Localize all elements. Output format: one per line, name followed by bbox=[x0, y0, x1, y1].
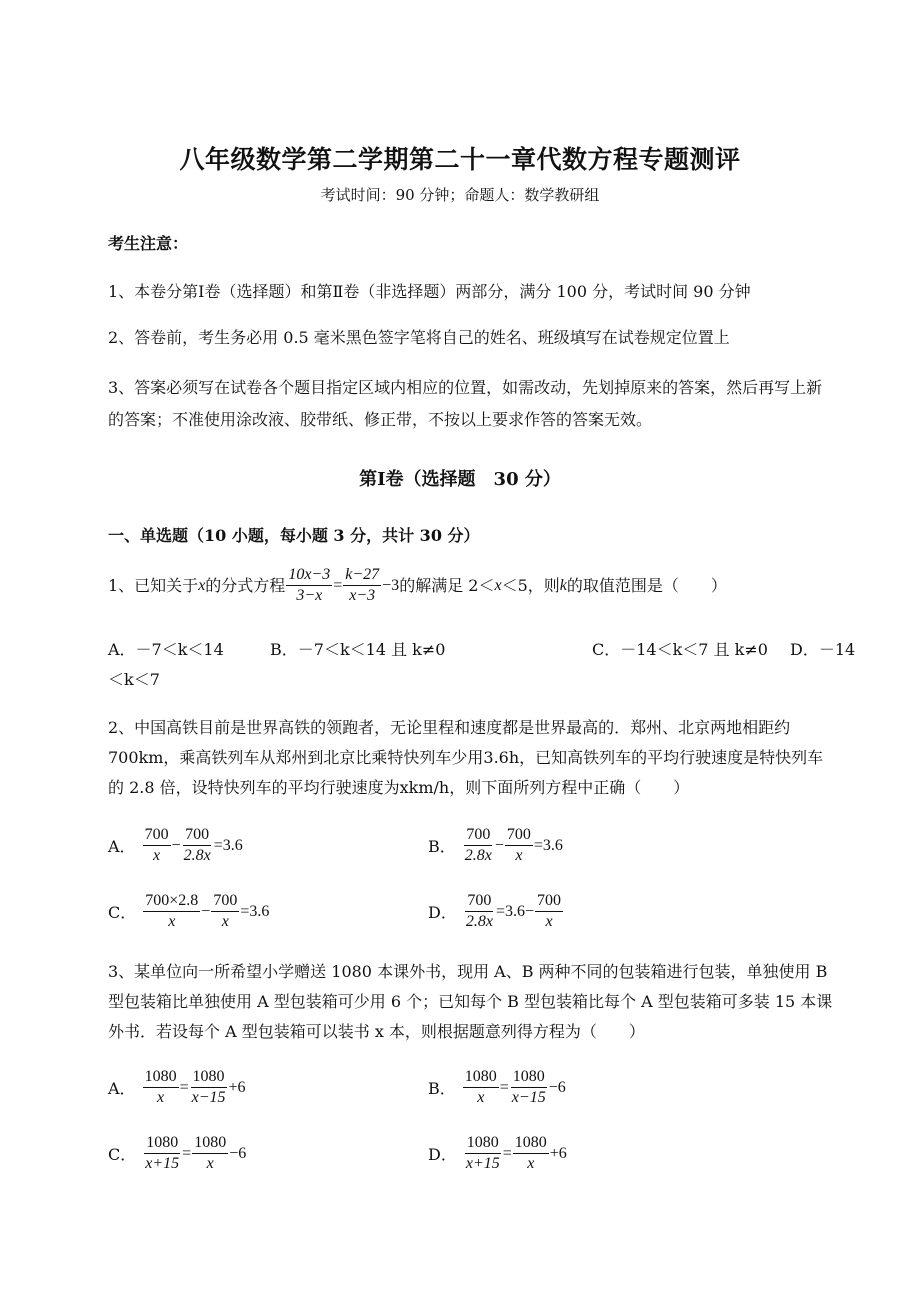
q1-equals: = bbox=[333, 576, 343, 594]
q1-f1-denominator: 3−x bbox=[296, 587, 323, 604]
fraction bbox=[505, 826, 533, 865]
q3-option-a bbox=[108, 1068, 246, 1107]
rhs: =3.6 bbox=[240, 902, 270, 920]
q2-stem-line: 的 2.8 倍，设特快列车的平均行驶速度为xkm/h，则下面所列方程中正确（ ） bbox=[108, 778, 690, 797]
middle: =3.6− bbox=[495, 902, 534, 920]
option-label: D． bbox=[428, 903, 457, 922]
q2-option-d bbox=[428, 892, 564, 931]
q1-fraction-1 bbox=[286, 566, 332, 605]
fraction bbox=[192, 1134, 228, 1173]
q1-prefix: 1、已知关于 bbox=[108, 575, 199, 595]
notice-item: 1、本卷分第Ⅰ卷（选择题）和第Ⅱ卷（非选择题）两部分，满分 100 分，考试时间 90 分钟 bbox=[108, 282, 751, 301]
q3-stem-line: 外书．若设每个 A 型包装箱可以装书 x 本，则根据题意列得方程为（ ） bbox=[108, 1022, 645, 1041]
fraction bbox=[143, 826, 171, 865]
q3-option-b bbox=[428, 1068, 566, 1107]
operator: − bbox=[171, 836, 181, 854]
q2-stem-line: 2、中国高铁目前是世界高铁的领跑者，无论里程和速度都是世界最高的．郑州、北京两地相距约 bbox=[108, 718, 791, 737]
numerator: 700 bbox=[464, 826, 492, 846]
notice-item: 2、答卷前，考生务必用 0.5 毫米黑色签字笔将自己的姓名、班级填写在试卷规定位置上 bbox=[108, 328, 730, 347]
q1-var-k: k bbox=[559, 576, 567, 594]
q2-option-b bbox=[428, 826, 563, 865]
numerator: 1080 bbox=[144, 1134, 180, 1154]
fraction bbox=[190, 1068, 228, 1107]
notice-item: 的答案；不准使用涂改液、胶带纸、修正带，不按以上要求作答的答案无效。 bbox=[108, 410, 653, 429]
option-label: D． bbox=[428, 1145, 457, 1164]
q1-f1-numerator: 10x−3 bbox=[286, 566, 332, 586]
numerator: 700 bbox=[183, 826, 211, 846]
q1-suffix-x: x bbox=[494, 576, 502, 594]
equals: = bbox=[502, 1144, 512, 1162]
denominator: 2.8x bbox=[464, 847, 492, 864]
numerator: 1080 bbox=[463, 1068, 499, 1088]
fraction bbox=[143, 1068, 179, 1107]
fraction bbox=[513, 1134, 549, 1173]
denominator: 2.8x bbox=[465, 913, 493, 930]
notice-item: 3、答案必须写在试卷各个题目指定区域内相应的位置，如需改动，先划掉原来的答案，然后再写上新 bbox=[108, 378, 823, 397]
fraction bbox=[182, 826, 213, 865]
q1-suffix-1: 的解满足 2＜ bbox=[399, 575, 495, 595]
numerator: 700 bbox=[211, 892, 239, 912]
option-label: A． bbox=[108, 837, 136, 856]
fraction bbox=[463, 1068, 499, 1107]
q2-stem-line: 700km，乘高铁列车从郑州到北京比乘特快列车少用3.6h，已知高铁列车的平均行驶速度是特快列车 bbox=[108, 748, 824, 767]
numerator: 700×2.8 bbox=[143, 892, 200, 912]
equals: = bbox=[499, 1078, 509, 1096]
denominator: 2.8x bbox=[183, 847, 211, 864]
q1-f2-numerator: k−27 bbox=[343, 566, 381, 586]
q1-mid: 的分式方程 bbox=[205, 575, 286, 595]
rhs: =3.6 bbox=[533, 836, 563, 854]
fraction bbox=[143, 892, 200, 931]
denominator: x bbox=[221, 913, 229, 930]
option-label: A． bbox=[108, 1079, 136, 1098]
q2-option-c bbox=[108, 892, 269, 931]
q3-option-c bbox=[108, 1134, 246, 1173]
denominator: x bbox=[545, 913, 553, 930]
numerator: 700 bbox=[143, 826, 171, 846]
q3-option-d bbox=[428, 1134, 567, 1173]
q1-minus-3: −3 bbox=[382, 576, 400, 594]
equals: = bbox=[179, 1078, 189, 1096]
q1-fraction-2 bbox=[343, 566, 381, 605]
q1-suffix-2: ＜5，则 bbox=[501, 575, 560, 595]
tail: −6 bbox=[229, 1144, 247, 1162]
denominator: x bbox=[206, 1155, 214, 1172]
q1-suffix-3: 的取值范围是（ ） bbox=[566, 575, 727, 595]
section-title: 第Ⅰ卷（选择题 30 分） bbox=[359, 469, 561, 490]
fraction bbox=[211, 892, 239, 931]
denominator: x−15 bbox=[511, 1089, 546, 1106]
part-heading: 一、单选题（10 小题，每小题 3 分，共计 30 分） bbox=[108, 526, 480, 545]
question-1-stem bbox=[108, 566, 727, 605]
numerator: 1080 bbox=[191, 1068, 227, 1088]
fraction bbox=[535, 892, 563, 931]
option-label: C． bbox=[108, 903, 137, 922]
q1-option-d: D．－14 bbox=[790, 640, 856, 659]
denominator: x+15 bbox=[145, 1155, 180, 1172]
option-label: B． bbox=[428, 1079, 456, 1098]
q3-stem-line: 3、某单位向一所希望小学赠送 1080 本课外书，现用 A、B 两种不同的包装箱进行包装，单独使用 B bbox=[108, 962, 828, 981]
q1-f2-denominator: x−3 bbox=[349, 587, 376, 604]
tail: +6 bbox=[228, 1078, 246, 1096]
numerator: 1080 bbox=[511, 1068, 547, 1088]
q1-option-b: B．－7＜k＜14 且 k≠0 bbox=[270, 640, 446, 659]
fraction bbox=[143, 1134, 181, 1173]
denominator: x bbox=[527, 1155, 535, 1172]
numerator: 1080 bbox=[513, 1134, 549, 1154]
q3-stem-line: 型包装箱比单独使用 A 型包装箱可少用 6 个；已知每个 B 型包装箱比每个 A 型包装箱可多装 15 本课 bbox=[108, 992, 833, 1011]
q1-option-c: C．－14＜k＜7 且 k≠0 bbox=[592, 640, 768, 659]
numerator: 1080 bbox=[192, 1134, 228, 1154]
denominator: x bbox=[515, 847, 523, 864]
equals: = bbox=[182, 1144, 192, 1162]
denominator: x bbox=[157, 1089, 165, 1106]
numerator: 1080 bbox=[143, 1068, 179, 1088]
denominator: x bbox=[153, 847, 161, 864]
exam-info: 考试时间：90 分钟；命题人：数学教研组 bbox=[320, 186, 600, 204]
rhs: =3.6 bbox=[213, 836, 243, 854]
q2-option-a bbox=[108, 826, 243, 865]
numerator: 700 bbox=[535, 892, 563, 912]
option-label: B． bbox=[428, 837, 456, 856]
tail: +6 bbox=[549, 1144, 567, 1162]
q1-var-x: x bbox=[198, 576, 206, 594]
numerator: 1080 bbox=[465, 1134, 501, 1154]
denominator: x bbox=[168, 913, 176, 930]
operator: − bbox=[201, 902, 211, 920]
numerator: 700 bbox=[465, 892, 493, 912]
page-title: 八年级数学第二学期第二十一章代数方程专题测评 bbox=[179, 145, 741, 174]
numerator: 700 bbox=[505, 826, 533, 846]
operator: − bbox=[494, 836, 504, 854]
denominator: x+15 bbox=[465, 1155, 500, 1172]
denominator: x−15 bbox=[191, 1089, 226, 1106]
notice-heading: 考生注意： bbox=[108, 234, 189, 253]
fraction bbox=[510, 1068, 548, 1107]
denominator: x bbox=[477, 1089, 485, 1106]
tail: −6 bbox=[548, 1078, 566, 1096]
fraction bbox=[463, 826, 494, 865]
fraction bbox=[464, 1134, 502, 1173]
q1-option-a: A．－7＜k＜14 bbox=[108, 640, 224, 659]
q1-option-d-cont: ＜k＜7 bbox=[108, 670, 160, 689]
option-label: C． bbox=[108, 1145, 137, 1164]
fraction bbox=[464, 892, 495, 931]
